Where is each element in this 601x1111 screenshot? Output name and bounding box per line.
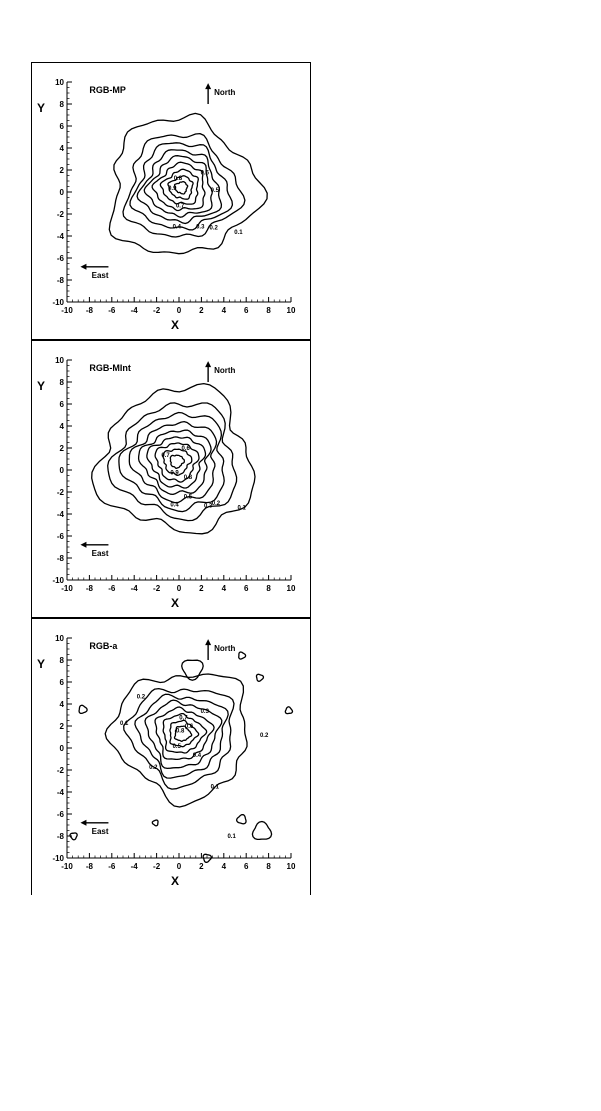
x-tick-label: 4 <box>221 862 227 871</box>
contour-label: 0.8 <box>175 728 185 735</box>
y-tick-label: 10 <box>55 634 64 643</box>
x-axis-title: X <box>170 318 180 332</box>
contour-label: 0.3 <box>196 224 205 231</box>
contour-label: 0.1 <box>210 784 220 791</box>
contour-group <box>92 384 255 534</box>
y-tick-label: 8 <box>59 378 64 387</box>
contour-label: 0.1 <box>227 834 236 841</box>
contour-label: 0.8 <box>183 474 193 481</box>
y-tick-label: -10 <box>52 576 64 585</box>
contour-line-0.4 <box>129 422 216 503</box>
x-tick-label: -6 <box>108 306 116 315</box>
east-label: East <box>91 270 109 280</box>
contour-line-0.2 <box>124 689 234 790</box>
y-tick-label: -6 <box>56 254 64 263</box>
x-tick-label: 10 <box>286 862 296 871</box>
y-tick-label: 6 <box>59 400 64 409</box>
figure <box>31 62 311 895</box>
contour-island <box>239 652 246 659</box>
x-tick-label: 6 <box>243 584 249 593</box>
north-label: North <box>214 366 236 375</box>
x-tick-label: -4 <box>130 306 138 315</box>
y-tick-label: -2 <box>56 488 64 497</box>
y-tick-label: -4 <box>56 232 64 241</box>
x-tick-label: -8 <box>85 306 93 315</box>
y-tick-label: 2 <box>59 444 64 453</box>
y-tick-label: 10 <box>55 356 64 365</box>
contour-island <box>237 815 246 824</box>
y-tick-label: 4 <box>59 144 64 153</box>
contour-label: 0.1 <box>234 229 243 236</box>
x-tick-label: -2 <box>153 306 161 315</box>
contour-group <box>109 113 267 253</box>
y-tick-label: -4 <box>56 510 64 519</box>
contour-label: 0.7 <box>179 715 188 722</box>
contour-label: 0.7 <box>161 452 170 459</box>
contour-label: 0.9 <box>168 185 177 192</box>
contour-line-0.9 <box>170 455 184 468</box>
east-label: East <box>91 548 109 558</box>
x-axis-title: X <box>170 596 180 610</box>
panel-title: RGB-MInt <box>89 363 131 373</box>
contour-island <box>285 707 292 714</box>
contour-label: 0.4 <box>192 752 202 759</box>
x-tick-label: -10 <box>61 306 73 315</box>
x-axis-title: X <box>170 874 180 888</box>
x-tick-label: -4 <box>130 584 138 593</box>
x-tick-label: -10 <box>61 862 73 871</box>
north-arrowhead <box>205 83 211 89</box>
panel-title: RGB-a <box>89 641 118 651</box>
y-tick-label: 0 <box>59 744 64 753</box>
x-tick-label: -2 <box>153 584 161 593</box>
x-tick-label: 8 <box>266 862 271 871</box>
x-tick-label: 6 <box>243 306 249 315</box>
contour-label: 0.1 <box>237 505 246 512</box>
y-tick-label: 6 <box>59 678 64 687</box>
east-arrowhead <box>80 264 86 270</box>
contour-label: 0.6 <box>181 446 190 453</box>
panel-1 <box>32 63 311 340</box>
contour-label: 0.4 <box>172 224 181 231</box>
contour-label: 0.2 <box>209 225 218 232</box>
x-tick-label: -6 <box>108 862 116 871</box>
contour-line-0.9 <box>175 182 188 194</box>
x-tick-label: 0 <box>176 862 182 871</box>
contour-island <box>257 674 264 681</box>
contour-island <box>252 822 271 840</box>
y-tick-label: -8 <box>56 554 64 563</box>
x-tick-label: 4 <box>221 306 227 315</box>
contour-label: 0.2 <box>149 764 158 771</box>
y-axis-title: Y <box>37 657 46 671</box>
contour-island <box>79 705 87 713</box>
panel-2 <box>32 341 311 618</box>
y-tick-label: -8 <box>56 832 64 841</box>
contour-label: 0.2 <box>259 733 269 739</box>
contour-line-0.1 <box>105 674 247 807</box>
y-tick-label: 2 <box>59 722 64 731</box>
y-axis-title: Y <box>37 379 46 393</box>
contour-label: 0.5 <box>172 744 181 750</box>
y-tick-label: 4 <box>59 422 64 431</box>
contour-label: 0.5 <box>183 494 193 501</box>
y-tick-label: -6 <box>56 532 64 541</box>
east-arrowhead <box>80 542 86 548</box>
contour-line-0.1 <box>92 384 255 534</box>
x-tick-label: 6 <box>243 862 249 871</box>
y-tick-label: -4 <box>56 788 64 797</box>
panel-3 <box>32 619 311 896</box>
y-tick-label: 4 <box>59 700 64 709</box>
x-tick-label: 0 <box>176 306 182 315</box>
contour-label: 0.2 <box>136 694 146 701</box>
contour-label: 0.5 <box>210 188 220 194</box>
y-tick-label: -10 <box>52 854 64 863</box>
contour-label: 0.1 <box>119 720 129 727</box>
x-tick-label: 2 <box>199 862 204 871</box>
x-tick-label: -4 <box>130 862 138 871</box>
contour-line-0.1 <box>109 113 267 253</box>
north-arrowhead <box>205 639 211 645</box>
x-tick-label: 8 <box>266 306 271 315</box>
y-tick-label: 2 <box>59 166 64 175</box>
x-tick-label: -8 <box>85 584 93 593</box>
contour-label: 0.6 <box>184 724 194 731</box>
east-label: East <box>91 826 109 836</box>
x-tick-label: -6 <box>108 584 116 593</box>
x-tick-label: -8 <box>85 862 93 871</box>
contour-figure <box>31 62 311 895</box>
north-arrowhead <box>205 361 211 367</box>
contour-label: 0.7 <box>175 203 185 210</box>
y-tick-label: -8 <box>56 276 64 285</box>
y-tick-label: 8 <box>59 100 64 109</box>
y-tick-label: -2 <box>56 766 64 775</box>
y-tick-label: 0 <box>59 188 64 197</box>
contour-island <box>152 820 158 826</box>
y-axis-title: Y <box>37 101 46 115</box>
y-tick-label: 10 <box>55 78 64 87</box>
contour-label: 0.6 <box>200 170 209 177</box>
x-tick-label: 0 <box>176 584 182 593</box>
y-tick-label: 6 <box>59 122 64 131</box>
y-tick-label: -2 <box>56 210 64 219</box>
y-tick-label: -10 <box>52 298 64 307</box>
y-tick-label: 8 <box>59 656 64 665</box>
panel-title: RGB-MP <box>89 85 126 95</box>
contour-label: 0.4 <box>170 502 179 509</box>
x-tick-label: -2 <box>153 862 161 871</box>
north-label: North <box>214 644 236 653</box>
east-arrowhead <box>80 820 86 826</box>
north-label: North <box>214 88 236 97</box>
contour-label: 0.3 <box>200 708 209 715</box>
y-tick-label: -6 <box>56 810 64 819</box>
x-tick-label: 10 <box>286 584 296 593</box>
x-tick-label: 8 <box>266 584 271 593</box>
x-tick-label: 2 <box>199 584 204 593</box>
contour-label: 0.2 <box>211 501 221 508</box>
contour-label: 0.3 <box>203 503 213 510</box>
y-tick-label: 0 <box>59 466 64 475</box>
contour-line-0.4 <box>137 150 221 224</box>
x-tick-label: 4 <box>221 584 227 593</box>
x-tick-label: 2 <box>199 306 204 315</box>
x-tick-label: 10 <box>286 306 296 315</box>
x-tick-label: -10 <box>61 584 73 593</box>
contour-label: 0.9 <box>170 470 179 477</box>
contour-label: 0.8 <box>173 175 183 182</box>
